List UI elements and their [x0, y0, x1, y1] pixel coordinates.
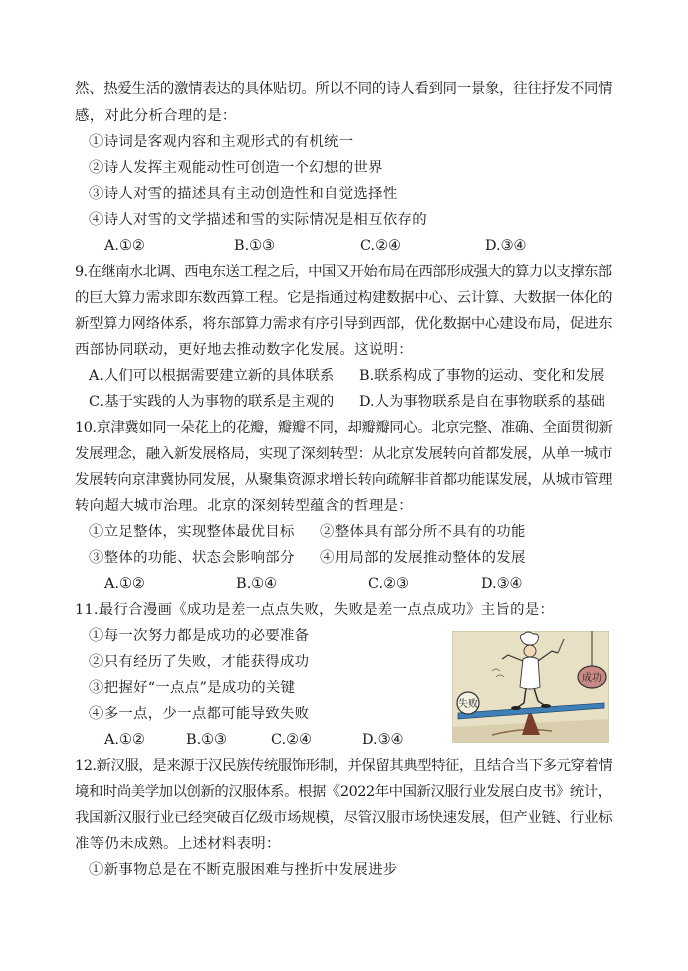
q11-item-2: ②只有经历了失败，才能获得成功 — [89, 654, 310, 670]
q10-item-4: ④用局部的发展推动整体的发展 — [320, 550, 526, 566]
q12-line-2: 境和时尚美学加以创新的汉服体系。根据《2022年中国新汉服行业发展白皮书》统计， — [75, 784, 612, 800]
intro-line-1: 然、热爱生活的激情表达的具体贴切。所以不同的诗人看到同一景象，往往抒发不同情 — [75, 81, 613, 97]
q11-stem: 11.最行合漫画《成功是差一点点失败，失败是差一点点成功》主旨的是： — [75, 602, 555, 618]
failure-label: 失败 — [458, 699, 478, 710]
q12-item-1: ①新事物总是在不断克服困难与挫折中发展进步 — [89, 862, 398, 878]
intro-choice-d: D.③④ — [485, 238, 527, 254]
q11-item-4: ④多一点，少一点都可能导致失败 — [89, 706, 310, 722]
q10-line-2: 发展理念，融入新发展格局，实现了深刻转型：从北京发展转向首都发展，从单一城市 — [75, 446, 613, 462]
intro-item-3: ③诗人对雪的描述具有主动创造性和自觉选择性 — [89, 186, 398, 202]
q11-item-1: ①每一次努力都是成功的必要准备 — [89, 628, 310, 644]
q10-item-1: ①立足整体，实现整体最优目标 — [89, 524, 295, 540]
q9-choice-b: B.联系构成了事物的运动、变化和发展 — [359, 368, 605, 384]
q9-choice-c: C.基于实践的人为事物的联系是主观的 — [89, 394, 335, 410]
balance-cartoon — [452, 631, 609, 743]
q12-line-4: 准等仍未成熟。上述材料表明： — [75, 836, 281, 852]
intro-item-1: ①诗词是客观内容和主观形式的有机统一 — [89, 134, 354, 150]
q11-choice-d: D.③④ — [362, 732, 404, 748]
q11-choice-b: B.①③ — [186, 732, 227, 748]
q9-choice-d: D.人为事物联系是自在事物联系的基础 — [359, 394, 605, 410]
q11-choice-a: A.①② — [104, 732, 145, 748]
q11-item-3: ③把握好“一点点”是成功的关键 — [89, 680, 296, 696]
intro-item-2: ②诗人发挥主观能动性可创造一个幻想的世界 — [89, 160, 383, 176]
q10-choice-b: B.①④ — [236, 576, 277, 592]
q12-line-3: 我国新汉服行业已经突破百亿级市场规模，尽管汉服市场快速发展，但产业链、行业标 — [75, 810, 613, 826]
q9-line-2: 的巨大算力需求即东数西算工程。它是指通过构建数据中心、云计算、大数据一体化的 — [75, 290, 613, 306]
q10-line-4: 转向超大城市治理。北京的深刻转型蕴含的哲理是： — [75, 498, 413, 514]
q10-choice-c: C.②③ — [368, 576, 409, 592]
q9-line-1: 9.在继南水北调、西电东送工程之后，中国又开始布局在西部形成强大的算力以支撑东部 — [75, 264, 612, 280]
q11-choice-c: C.②④ — [271, 732, 312, 748]
q9-line-3: 新型算力网络体系，将东部算力需求有序引导到西部，优化数据中心建设布局，促进东 — [75, 316, 613, 332]
intro-line-2: 感，对此分析合理的是： — [75, 108, 237, 124]
intro-choice-c: C.②④ — [360, 238, 401, 254]
q10-item-3: ③整体的功能、状态会影响部分 — [89, 550, 295, 566]
q12-line-1: 12.新汉服，是来源于汉民族传统服饰形制，并保留其典型特征，且结合当下多元穿着情 — [75, 758, 613, 774]
q9-line-4: 西部协同联动，更好地去推动数字化发展。这说明： — [75, 342, 413, 358]
q10-item-2: ②整体具有部分所不具有的功能 — [320, 524, 526, 540]
q10-line-1: 10.京津冀如同一朵花上的花瓣，瓣瓣不同，却瓣瓣同心。北京完整、准确、全面贯彻新 — [75, 420, 613, 436]
success-label: 成功 — [582, 673, 602, 684]
intro-choice-a: A.①② — [104, 238, 145, 254]
q9-choice-a: A.人们可以根据需要建立新的具体联系 — [89, 368, 335, 384]
intro-choice-b: B.①③ — [234, 238, 275, 254]
intro-item-4: ④诗人对雪的文学描述和雪的实际情况是相互依存的 — [89, 212, 427, 228]
q10-line-3: 发展转向京津冀协同发展，从聚集资源求增长转向疏解非首都功能谋发展，从城市管理 — [75, 472, 613, 488]
q10-choice-d: D.③④ — [481, 576, 523, 592]
q10-choice-a: A.①② — [104, 576, 145, 592]
